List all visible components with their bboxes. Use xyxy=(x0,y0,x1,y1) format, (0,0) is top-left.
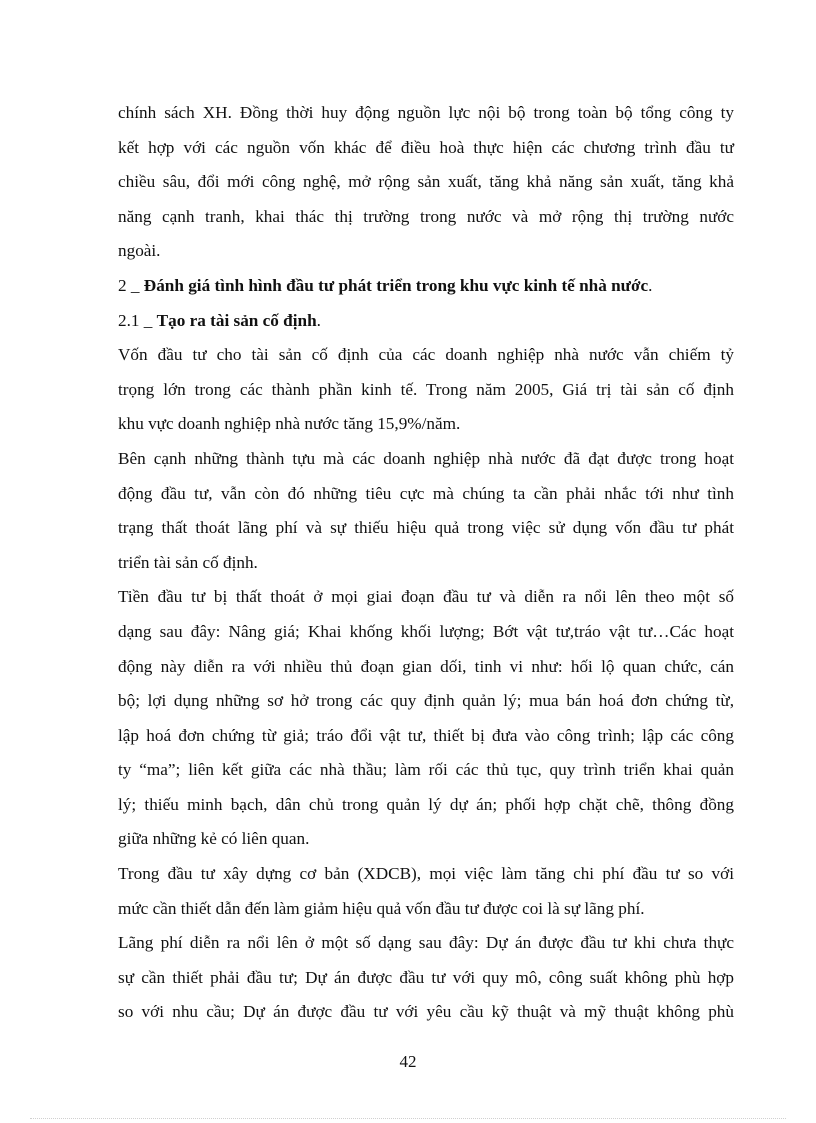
text-line: Vốn đầu tư cho tài sản cố định của các doanh nghiệp nhà nước vẫn chiếm tỷ xyxy=(118,345,734,365)
section-heading xyxy=(118,304,734,339)
section-number: 2.1 _ xyxy=(118,310,157,330)
section-heading xyxy=(118,269,734,304)
text-line: so với nhu cầu; Dự án được đầu tư với yêu cầu kỹ thuật và mỹ thuật không phù xyxy=(118,1002,734,1022)
page-number: 42 xyxy=(399,1052,417,1071)
paragraph xyxy=(118,442,734,580)
text-line: bộ; lợi dụng những sơ hở trong các quy định quản lý; mua bán hoá đơn chứng từ, xyxy=(118,691,734,711)
paragraph xyxy=(118,338,734,442)
text-line: lập hoá đơn chứng từ giả; tráo đổi vật tư, thiết bị đưa vào công trình; lập các công xyxy=(118,725,734,745)
text-line: khu vực doanh nghiệp nhà nước tăng 15,9%/năm. xyxy=(118,414,461,434)
text-line: kết hợp với các nguồn vốn khác để điều hoà thực hiện các chương trình đầu tư xyxy=(118,137,734,157)
text-line: Bên cạnh những thành tựu mà các doanh nghiệp nhà nước đã đạt được trong hoạt xyxy=(118,448,734,468)
text-line: năng cạnh tranh, khai thác thị trường trong nước và mở rộng thị trường nước xyxy=(118,206,734,226)
text-line: giữa những kẻ có liên quan. xyxy=(118,829,310,849)
text-line: triển tài sản cố định. xyxy=(118,552,258,572)
paragraph xyxy=(118,96,734,269)
section-title-period: . xyxy=(648,275,653,295)
text-line: động đầu tư, vẫn còn đó những tiêu cực mà chúng ta cần phải nhắc tới như tình xyxy=(118,483,734,503)
section-title-period: . xyxy=(316,310,321,330)
text-line: chính sách XH. Đồng thời huy động nguồn lực nội bộ trong toàn bộ tổng công ty xyxy=(118,103,734,122)
text-line: dạng sau đây: Nâng giá; Khai khống khối lượng; Bớt vật tư,tráo vật tư…Các hoạt xyxy=(118,621,734,641)
paragraph xyxy=(118,857,734,926)
paragraph xyxy=(118,926,734,1030)
text-line: trọng lớn trong các thành phần kinh tế. Trong năm 2005, Giá trị tài sản cố định xyxy=(118,379,734,399)
text-line: Lãng phí diễn ra nổi lên ở một số dạng sau đây: Dự án được đầu tư khi chưa thực xyxy=(118,933,734,953)
section-number: 2 _ xyxy=(118,275,144,295)
text-line: động này diễn ra với nhiều thủ đoạn gian dối, tinh vi như: hối lộ quan chức, cán xyxy=(118,656,734,676)
text-line: mức cần thiết dẫn đến làm giảm hiệu quả vốn đầu tư được coi là sự lãng phí. xyxy=(118,898,645,918)
section-title: Đánh giá tình hình đầu tư phát triển trong khu vực kinh tế nhà nước xyxy=(143,275,649,295)
footer-divider xyxy=(30,1118,786,1119)
document-body xyxy=(118,96,734,1030)
text-line: trạng thất thoát lãng phí và sự thiếu hiệu quả trong việc sử dụng vốn đầu tư phát xyxy=(118,518,734,538)
paragraph xyxy=(118,580,734,857)
section-title: Tạo ra tài sản cố định xyxy=(156,310,317,330)
text-line: ty “ma”; liên kết giữa các nhà thầu; làm rối các thủ tục, quy trình triển khai quản xyxy=(118,760,734,780)
text-line: sự cần thiết phải đầu tư; Dự án được đầu tư với quy mô, công suất không phù hợp xyxy=(118,967,734,987)
text-line: ngoài. xyxy=(118,241,161,261)
text-line: Trong đầu tư xây dựng cơ bản (XDCB), mọi việc làm tăng chi phí đầu tư so với xyxy=(118,864,734,884)
text-line: lý; thiếu minh bạch, dân chủ trong quản lý dự án; phối hợp chặt chẽ, thông đồng xyxy=(118,794,734,814)
text-line: chiều sâu, đổi mới công nghệ, mở rộng sản xuất, tăng khả năng sản xuất, tăng khả xyxy=(118,172,734,192)
text-line: Tiền đầu tư bị thất thoát ở mọi giai đoạn đầu tư và diễn ra nổi lên theo một số xyxy=(118,587,734,607)
